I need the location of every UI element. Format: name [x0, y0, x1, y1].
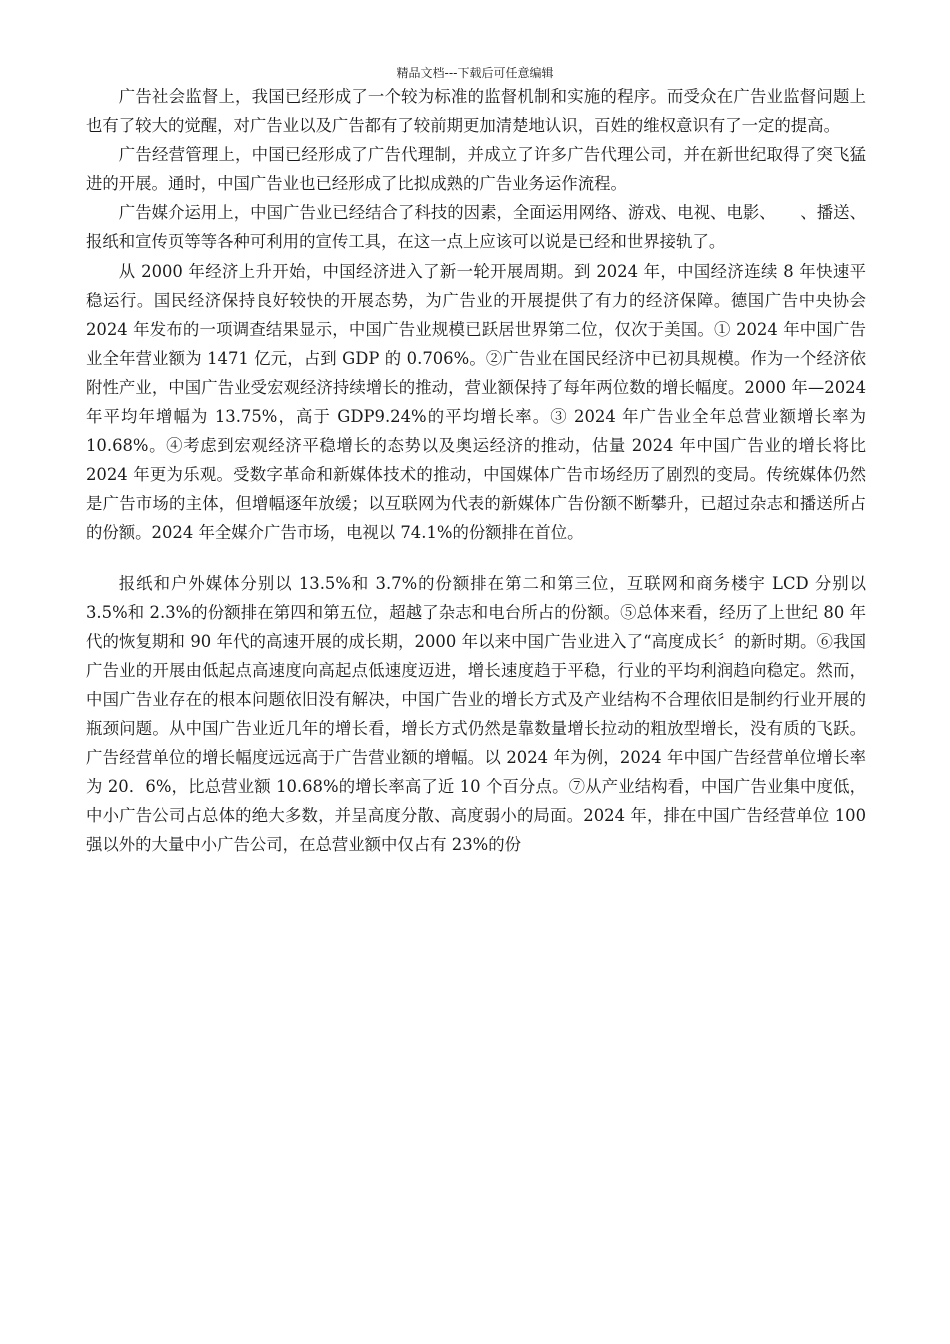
page-header: 精品文档---下载后可任意编辑 [396, 66, 554, 80]
paragraph-economic-growth: 从 2000 年经济上升开始，中国经济进入了新一轮开展周期。到 2024 年，中国经济连续 8 年快速平稳运行。国民经济保持良好较快的开展态势，为广告业的开展提供了有力的经济保障。德国广告中央协会 2024 年发布的一项调查结果显示，中国广告业规模已跃居世界第二位，仅次于美国。① 2024 年中国广告业全年营业额为 1471 亿元，占到 GDP 的 0.706%。②广告业在国民经济中已初具规模。作为一个经济依附性产业，中国广告业受宏观经济持续增长的推动，营业额保持了每年两位数的增长幅度。2000 年—2024 年平均年增幅为 13.75%，高于 GDP9.24%的平均增长率。③ 2024 年广告业全年总营业额增长率为 10.68%。④考虑到宏观经济平稳增长的态势以及奥运经济的推动，估量 2024 年中国广告业的增长将比 2024 年更为乐观。受数字革命和新媒体技术的推动，中国媒体广告市场经历了剧烈的变局。传统媒体仍然是广告市场的主体，但增幅逐年放缓；以互联网为代表的新媒体广告份额不断攀升，已超过杂志和播送所占的份额。2024 年全媒介广告市场，电视以 74.1%的份额排在首位。 [86, 261, 866, 543]
paragraph-media-usage: 广告媒介运用上，中国广告业已经结合了科技的因素，全面运用网络、游戏、电视、电影、 、播送、报纸和宣传页等等各种可利用的宣传工具，在这一点上应该可以说是已经和世界接轨了。 [86, 203, 866, 252]
paragraph-business-management: 广告经营管理上，中国已经形成了广告代理制，并成立了许多广告代理公司，并在新世纪取得了突飞猛进的开展。通时，中国广告业也已经形成了比拟成熟的广告业务运作流程。 [86, 145, 866, 194]
paragraph-gap [86, 548, 866, 569]
document-body [86, 82, 866, 859]
paragraph-market-share: 报纸和户外媒体分别以 13.5%和 3.7%的份额排在第二和第三位，互联网和商务楼宇 LCD 分别以 3.5%和 2.3%的份额排在第四和第五位，超越了杂志和电台所占的份额。⑤总体来看，经历了上世纪 80 年代的恢复期和 90 年代的高速开展的成长期，2000 年以来中国广告业进入了“高度成长〞的新时期。⑥我国广告业的开展由低起点高速度向高起点低速度迈进，增长速度趋于平稳，行业的平均利润趋向稳定。然而，中国广告业存在的根本问题依旧没有解决，中国广告业的增长方式及产业结构不合理依旧是制约行业开展的瓶颈问题。从中国广告业近几年的增长看，增长方式仍然是靠数量增长拉动的粗放型增长，没有质的飞跃。广告经营单位的增长幅度远远高于广告营业额的增幅。以 2024 年为例，2024 年中国广告经营单位增长率为 20．6%，比总营业额 10.68%的增长率高了近 10 个百分点。⑦从产业结构看，中国广告业集中度低，中小广告公司占总体的绝大多数，并呈高度分散、高度弱小的局面。2024 年，排在中国广告经营单位 100 强以外的大量中小广告公司，在总营业额中仅占有 23%的份 [86, 573, 866, 855]
paragraph-social-supervision: 广告社会监督上，我国已经形成了一个较为标准的监督机制和实施的程序。而受众在广告业监督问题上也有了较大的觉醒，对广告业以及广告都有了较前期更加清楚地认识，百姓的维权意识有了一定的提高。 [86, 87, 866, 136]
